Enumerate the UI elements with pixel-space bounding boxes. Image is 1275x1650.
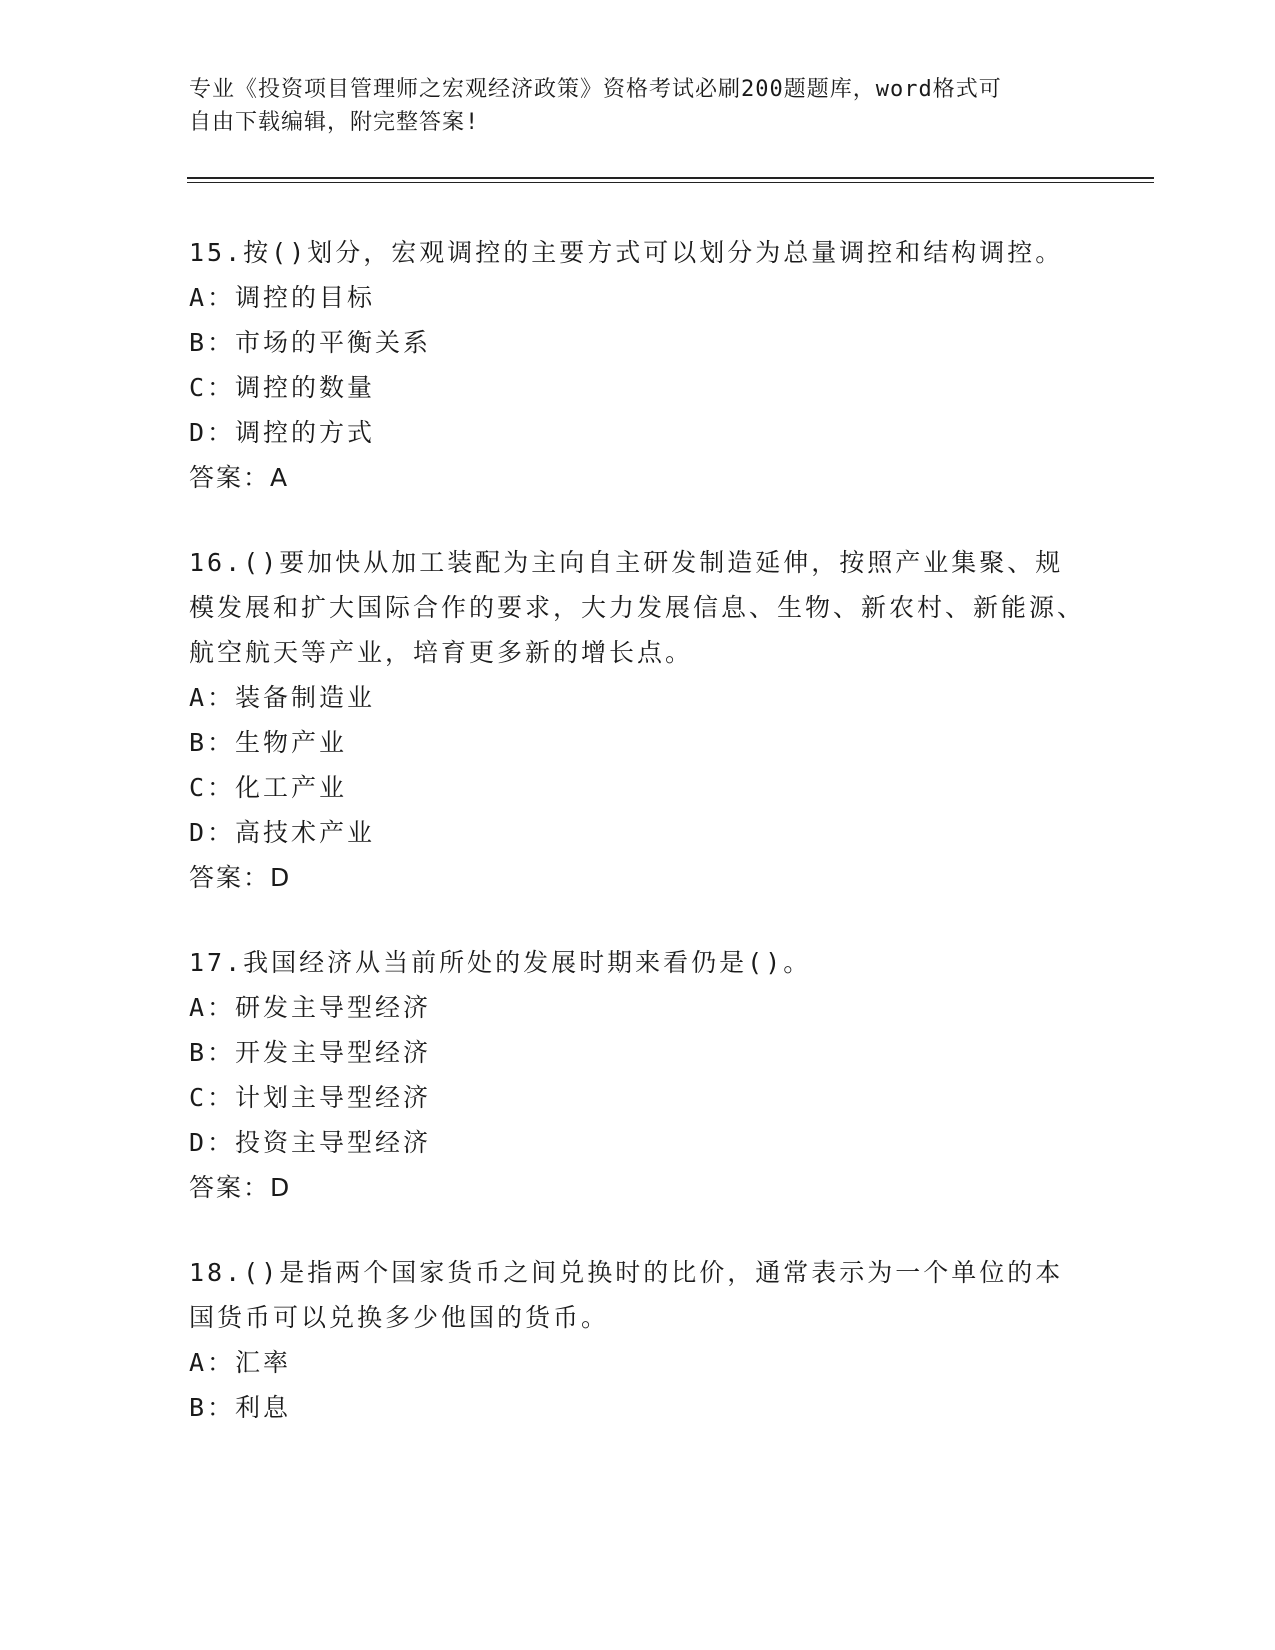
option-c: C：计划主导型经济 (189, 1083, 432, 1112)
option-a: A：研发主导型经济 (189, 993, 432, 1022)
question-stem: 16.()要加快从加工装配为主向自主研发制造延伸，按照产业集聚、规模发展和扩大国际合作的要求，大力发展信息、生物、新农村、新能源、航空航天等产业，培育更多新的增长点。 (189, 548, 1086, 667)
header-divider-top (187, 177, 1154, 179)
option-a: A：汇率 (189, 1348, 292, 1377)
header-divider-bottom (187, 182, 1154, 183)
option-c: C：化工产业 (189, 773, 348, 802)
question-16 (189, 540, 1089, 900)
option-b: B：市场的平衡关系 (189, 328, 432, 357)
question-stem: 17.我国经济从当前所处的发展时期来看仍是()。 (189, 948, 812, 977)
question-list (189, 230, 1089, 1470)
option-a: A：装备制造业 (189, 683, 376, 712)
option-d: D：高技术产业 (189, 818, 376, 847)
document-header (189, 73, 1089, 139)
question-stem: 18.()是指两个国家货币之间兑换时的比价，通常表示为一个单位的本国货币可以兑换多少他国的货币。 (189, 1258, 1064, 1332)
question-18 (189, 1250, 1089, 1430)
option-a: A：调控的目标 (189, 283, 376, 312)
header-line-2: 自由下载编辑，附完整答案! (189, 110, 480, 135)
option-b: B：利息 (189, 1393, 292, 1422)
answer: 答案：D (189, 1173, 292, 1202)
question-17 (189, 940, 1089, 1210)
option-b: B：生物产业 (189, 728, 348, 757)
option-c: C：调控的数量 (189, 373, 376, 402)
question-15 (189, 230, 1089, 500)
answer: 答案：D (189, 863, 292, 892)
option-b: B：开发主导型经济 (189, 1038, 432, 1067)
question-stem: 15.按()划分，宏观调控的主要方式可以划分为总量调控和结构调控。 (189, 238, 1064, 267)
option-d: D：投资主导型经济 (189, 1128, 432, 1157)
option-d: D：调控的方式 (189, 418, 376, 447)
answer: 答案：A (189, 463, 290, 492)
header-line-1: 专业《投资项目管理师之宏观经济政策》资格考试必刷200题题库，word格式可 (189, 77, 1002, 102)
